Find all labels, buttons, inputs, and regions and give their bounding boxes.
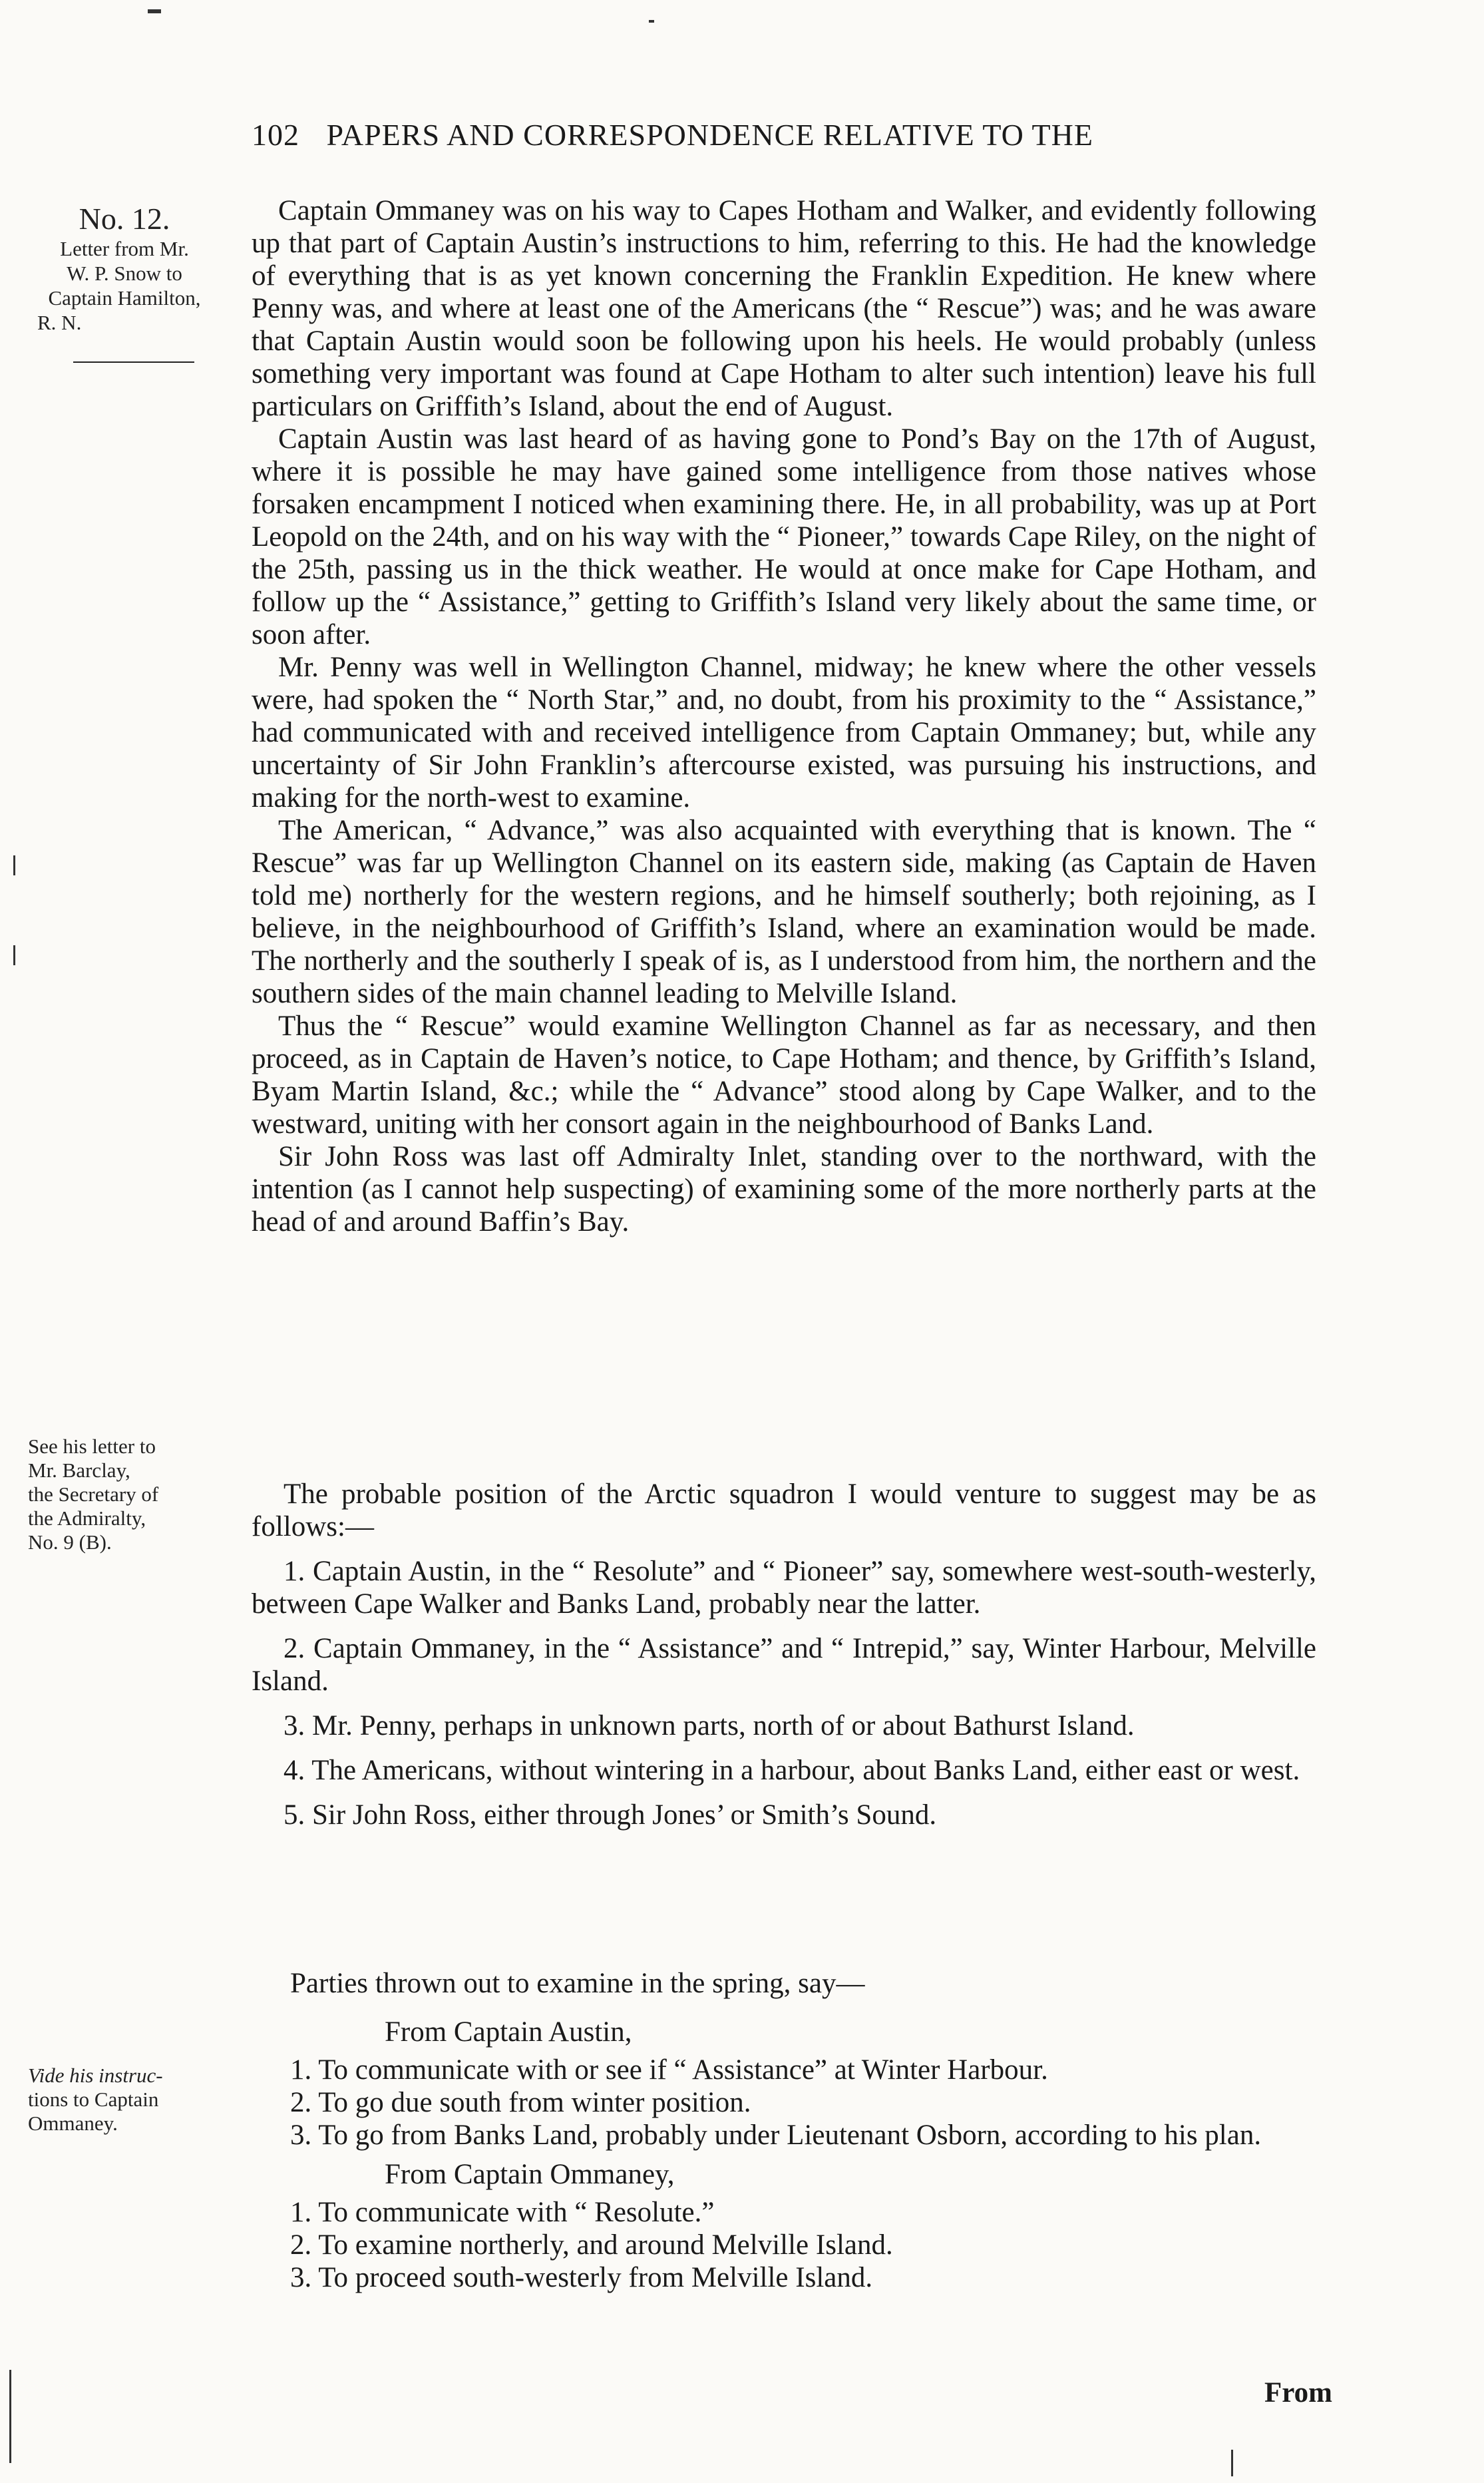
position-item: 5. Sir John Ross, either through Jones’ or Smith’s Sound. xyxy=(283,1799,937,1831)
doc-desc-line: W. P. Snow to xyxy=(67,262,182,285)
note-line: Vide his instruc- xyxy=(28,2064,163,2087)
margin-rule xyxy=(73,361,194,363)
position-item: 1. Captain Austin, in the “ Resolute” and “ Pioneer” say, somewhere west-south-westerly, between Cape Walker and Banks Land, probably near the latter. xyxy=(252,1556,1316,1620)
austin-item: 3. To go from Banks Land, probably under Lieutenant Osborn, according to his plan. xyxy=(290,2120,1262,2151)
body-text xyxy=(252,194,1316,1238)
doc-desc-line: R. N. xyxy=(37,311,82,334)
scan-mark xyxy=(13,945,15,965)
note-line: See his letter to xyxy=(28,1435,156,1458)
ommaney-item: 2. To examine northerly, and around Melville Island. xyxy=(290,2229,893,2261)
ink-speck xyxy=(649,20,654,23)
paragraph: Sir John Ross was last off Admiralty Inlet, standing over to the northward, with the intention (as I cannot help suspecting) of examining some of the more northerly parts at the head of and around Baffin’s Bay. xyxy=(252,1141,1316,1238)
page-number: 102 xyxy=(252,118,299,152)
note-line: No. 9 (B). xyxy=(28,1530,112,1554)
paragraph: The American, “ Advance,” was also acquainted with everything that is known. The “ Rescue” was far up Wellington Channel on its eastern side, making (as Captain de Haven told me) northerly for the western regions, and he himself southerly; both rejoining, as I believe, in the neighbourhood of Griffith’s Island, where an examination would be made. The northerly and the southerly I speak of is, as I understood from him, the northern and the southern sides of the main channel leading to Melville Island. xyxy=(252,815,1316,1009)
note-line: Mr. Barclay, xyxy=(28,1459,130,1482)
scan-mark xyxy=(13,855,15,875)
paragraph: Thus the “ Rescue” would examine Wellington Channel as far as necessary, and then proceed, as in Captain de Haven’s notice, to Cape Hotham; and thence, by Griffith’s Island, Byam Martin Island, &c.; while the “ Advance” stood along by Cape Walker, and to the westward, uniting with her consort again in the neighbourhood of Banks Land. xyxy=(252,1011,1316,1140)
page-header xyxy=(252,117,1316,152)
margin-note-vide xyxy=(28,2064,214,2136)
parties-section xyxy=(252,1967,1316,2294)
scan-mark xyxy=(9,2370,11,2463)
scan-mark xyxy=(1231,2450,1233,2476)
paragraph: Mr. Penny was well in Wellington Channel, midway; he knew where the other vessels were, had spoken the “ North Star,” and, no doubt, from his proximity to the “ Assistance,” had communicated with and received intelligence from Captain Ommaney; but, while any uncertainty of Sir John Franklin’s aftercourse existed, was pursuing his instructions, and making for the north-west to examine. xyxy=(252,652,1316,813)
austin-item: 2. To go due south from winter position. xyxy=(290,2087,751,2118)
austin-heading: From Captain Austin, xyxy=(385,2016,632,2048)
austin-item: 1. To communicate with or see if “ Assistance” at Winter Harbour. xyxy=(290,2054,1048,2086)
doc-desc-line: Captain Hamilton, xyxy=(48,286,201,310)
margin-note-barclay xyxy=(28,1435,214,1554)
ommaney-item: 3. To proceed south-westerly from Melville Island. xyxy=(290,2262,873,2293)
positions-intro: The probable position of the Arctic squadron I would venture to suggest may be as follows:— xyxy=(252,1478,1316,1542)
doc-desc-line: Letter from Mr. xyxy=(60,237,189,260)
running-title: PAPERS AND CORRESPONDENCE RELATIVE TO THE xyxy=(326,118,1093,152)
parties-intro: Parties thrown out to examine in the spring, say— xyxy=(290,1968,865,1999)
paragraph: Captain Austin was last heard of as having gone to Pond’s Bay on the 17th of August, where it is possible he may have gained some intelligence from those natives whose forsaken encampment I noticed when examining there. He, in all probability, was up at Port Leopold on the 24th, and on his way with the “ Pioneer,” towards Cape Riley, on the night of the 25th, passing us in the thick weather. He would at once make for Cape Hotham, and follow up the “ Assistance,” getting to Griffith’s Island very likely about the same time, or soon after. xyxy=(252,423,1316,650)
ommaney-heading: From Captain Ommaney, xyxy=(385,2159,675,2190)
paragraph: Captain Ommaney was on his way to Capes Hotham and Walker, and evidently following up that part of Captain Austin’s instructions to him, referring to this. He had the knowledge of everything that is as yet known concerning the Franklin Expedition. He knew where Penny was, and where at least one of the Americans (the “ Rescue”) was; and he was aware that Captain Austin would soon be following upon his heels. He would probably (unless something very important was found at Cape Hotham to alter such intention) leave his full particulars on Griffith’s Island, about the end of August. xyxy=(252,195,1316,422)
position-item: 4. The Americans, without wintering in a harbour, about Banks Land, either east or west. xyxy=(283,1755,1300,1786)
ommaney-item: 1. To communicate with “ Resolute.” xyxy=(290,2197,715,2228)
note-line: Ommaney. xyxy=(28,2112,118,2135)
note-line: tions to Captain xyxy=(28,2088,159,2111)
position-item: 3. Mr. Penny, perhaps in unknown parts, north of or about Bathurst Island. xyxy=(283,1710,1135,1741)
catchword: From xyxy=(1264,2377,1332,2408)
position-item: 2. Captain Ommaney, in the “ Assistance” and “ Intrepid,” say, Winter Harbour, Melville Island. xyxy=(252,1633,1316,1697)
ink-speck xyxy=(148,9,161,13)
document-number: No. 12. xyxy=(79,202,170,236)
positions-section xyxy=(252,1478,1316,1843)
note-line: the Secretary of xyxy=(28,1482,159,1506)
note-line: the Admiralty, xyxy=(28,1506,146,1530)
margin-doc-reference xyxy=(28,201,221,335)
